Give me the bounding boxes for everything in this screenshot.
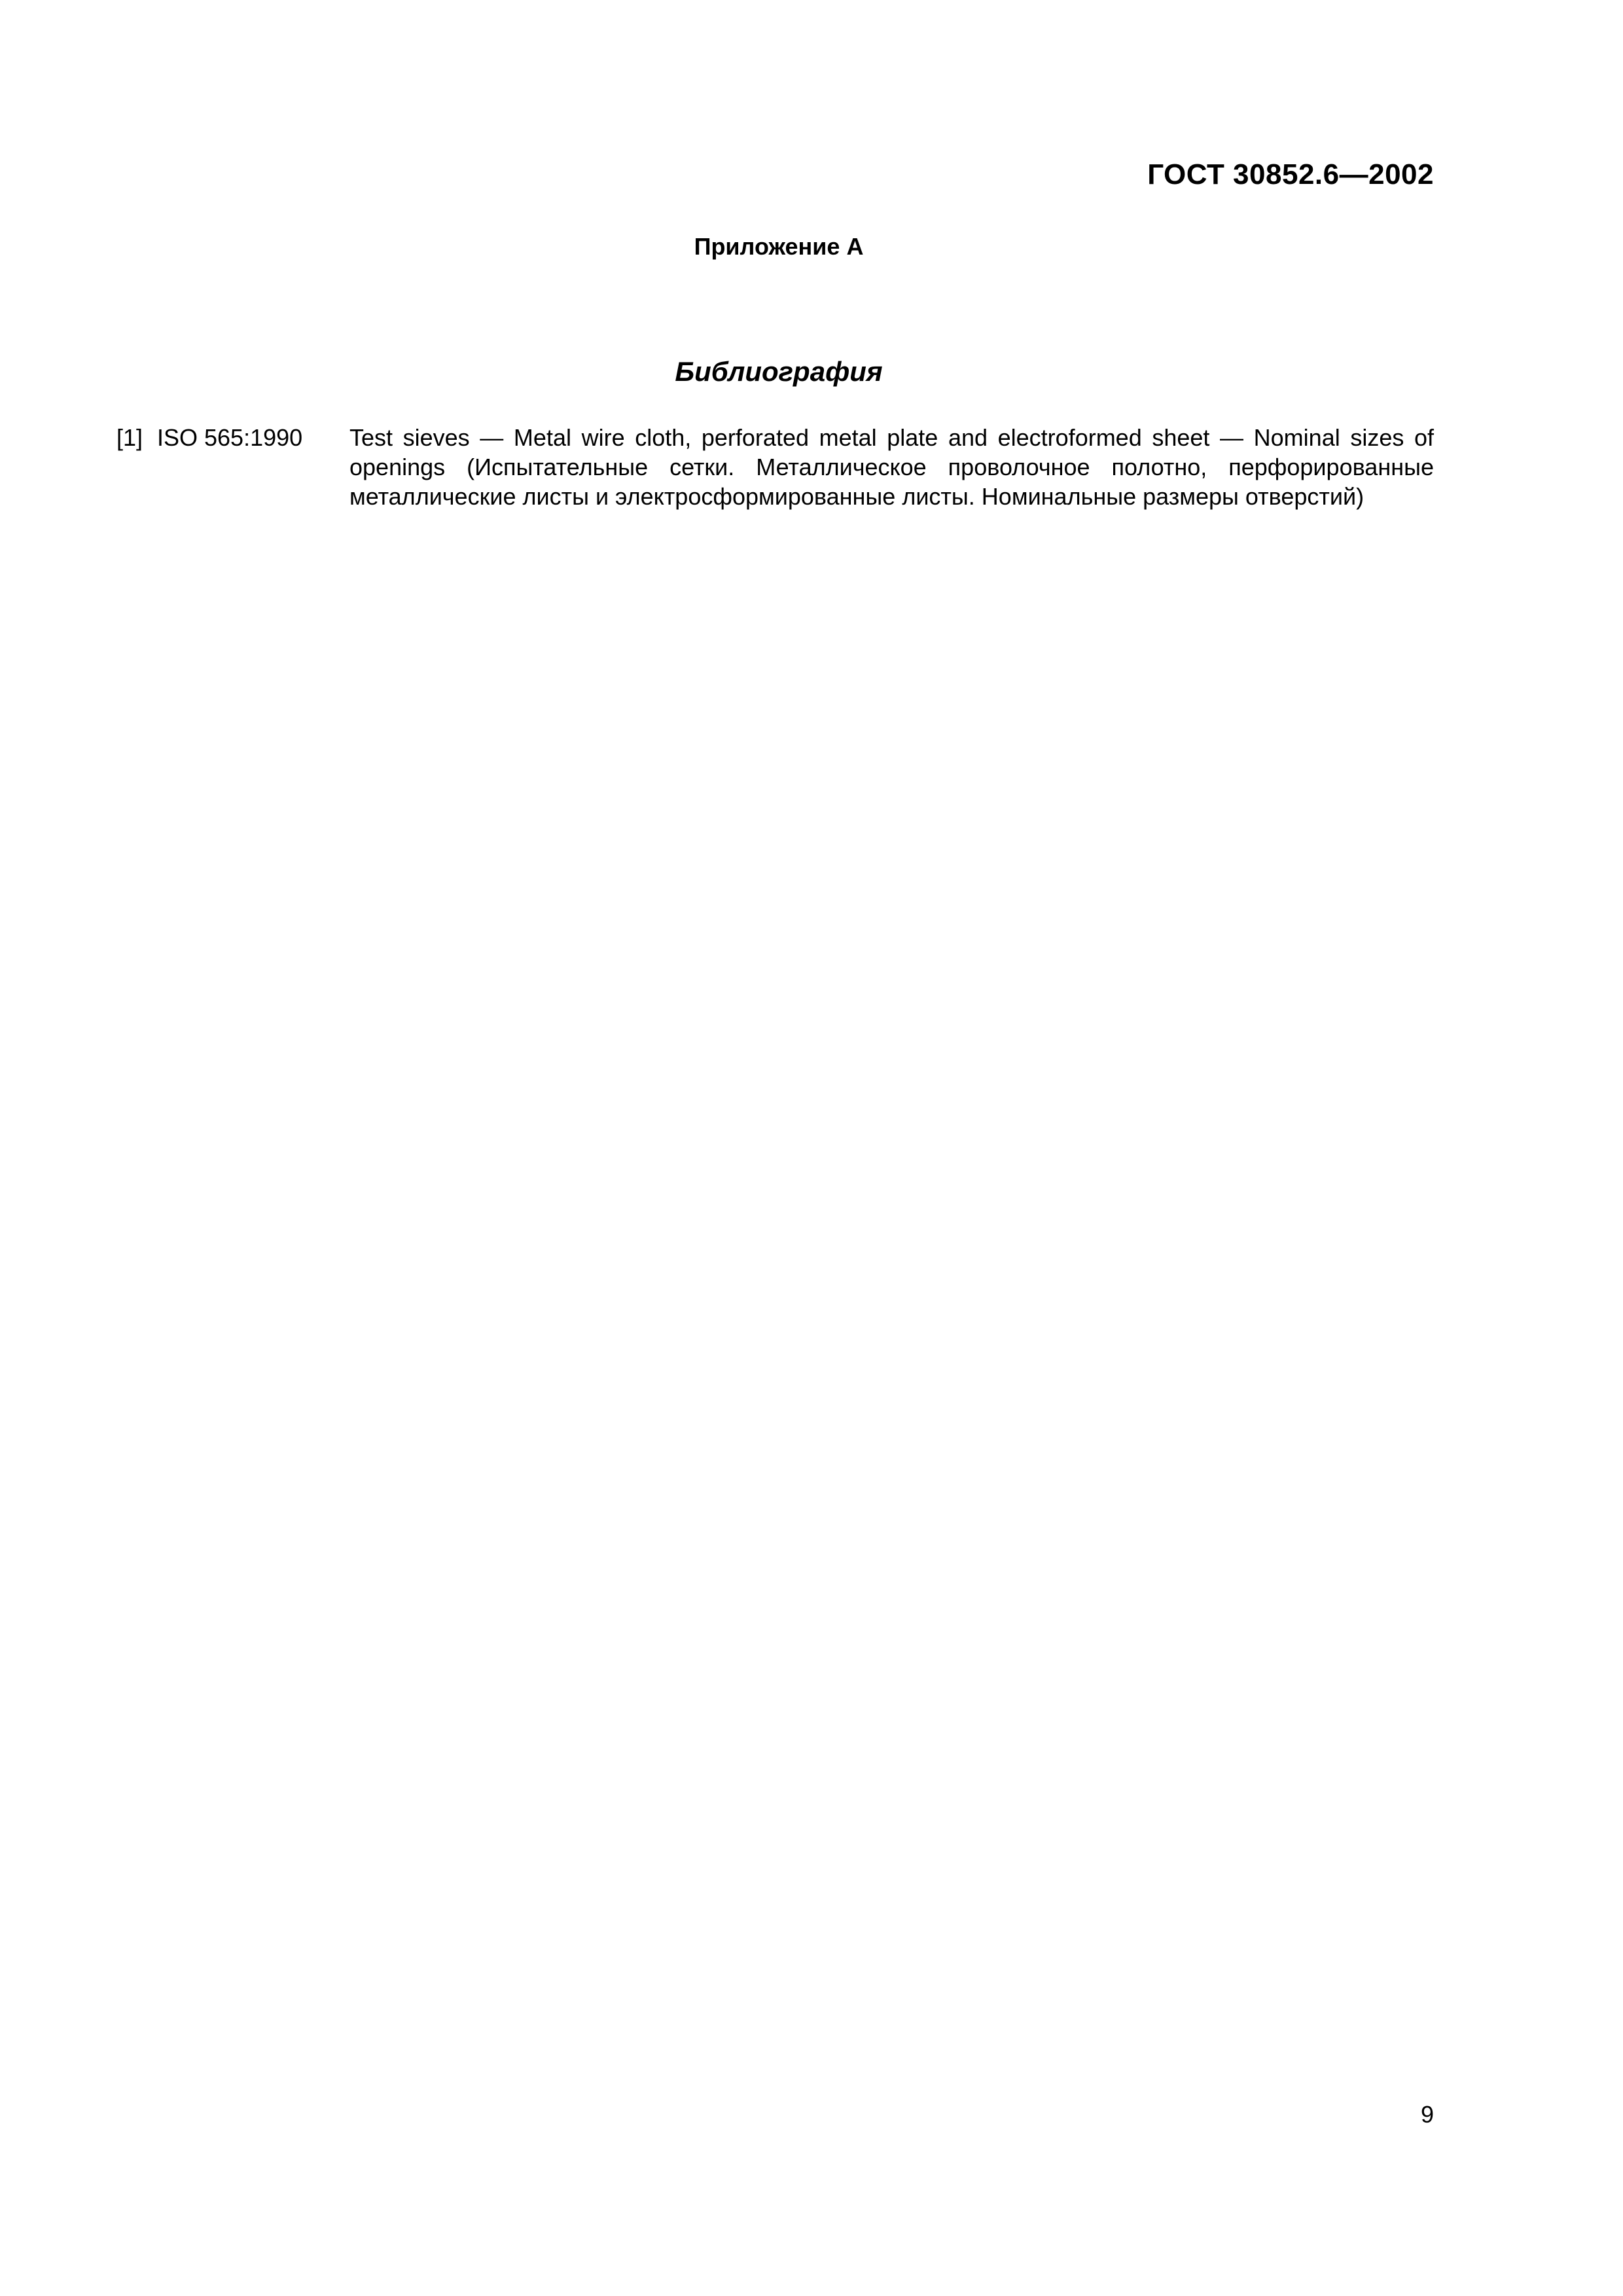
bibliography-list <box>116 423 1434 511</box>
reference-number: [1] <box>116 424 143 451</box>
reference-line: Test sieves — Metal wire cloth, perforated metal plate and electroformed sheet — Nominal sizes of <box>349 424 1434 451</box>
reference-line: металлические листы и электросформированные листы. Номинальные размеры отверстий) <box>349 483 1364 510</box>
bibliography-title: Библиография <box>675 356 883 387</box>
reference-standard: ISO 565:1990 <box>157 424 303 451</box>
bibliography-entry <box>116 423 1434 511</box>
appendix-title: Приложение А <box>694 233 864 260</box>
reference-line: openings (Испытательные сетки. Металлическое проволочное полотно, перфорированные <box>349 454 1434 480</box>
document-code: ГОСТ 30852.6—2002 <box>1147 158 1434 190</box>
page-number: 9 <box>1420 2101 1434 2128</box>
reference-description <box>349 423 1434 511</box>
